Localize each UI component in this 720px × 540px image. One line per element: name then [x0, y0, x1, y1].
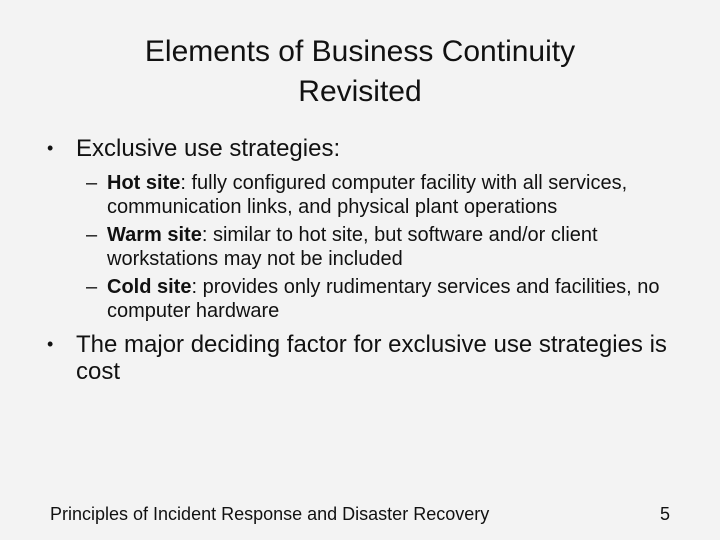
bullet-list [0, 135, 720, 385]
footer-course-title: Principles of Incident Response and Disaster Recovery [50, 504, 490, 524]
sub-bullet-list [0, 171, 720, 323]
bullet-item [0, 331, 720, 385]
sub-bullet-dash: – [86, 224, 98, 246]
sub-bullet-term: Warm site [107, 224, 202, 246]
slide-title-line-2: Revisited [298, 75, 422, 108]
sub-bullet-text: : provides only rudimentary services and facilities, no computer hardware [107, 276, 660, 322]
sub-bullet-text: : similar to hot site, but software and/or client workstations may not be included [107, 224, 598, 270]
sub-bullet-item [0, 223, 720, 271]
bullet-item [0, 135, 720, 162]
bullet-dot: • [47, 334, 54, 354]
slide-title-line-1: Elements of Business Continuity [144, 35, 576, 68]
bullet-dot: • [47, 138, 54, 158]
sub-bullet-item [0, 275, 720, 323]
bullet-text: Exclusive use strategies: [76, 135, 341, 162]
sub-bullet-item [0, 171, 720, 219]
sub-bullet-term: Hot site [107, 172, 181, 194]
slide-number: 5 [659, 504, 670, 524]
sub-bullet-term: Cold site [107, 276, 192, 298]
sub-bullet-text: : fully configured computer facility with all services, communication links, and physical plant operations [107, 172, 628, 218]
sub-bullet-dash: – [86, 276, 98, 298]
slide-title [40, 32, 680, 112]
sub-bullet-dash: – [86, 172, 98, 194]
bullet-text: The major deciding factor for exclusive use strategies is cost [76, 331, 667, 385]
